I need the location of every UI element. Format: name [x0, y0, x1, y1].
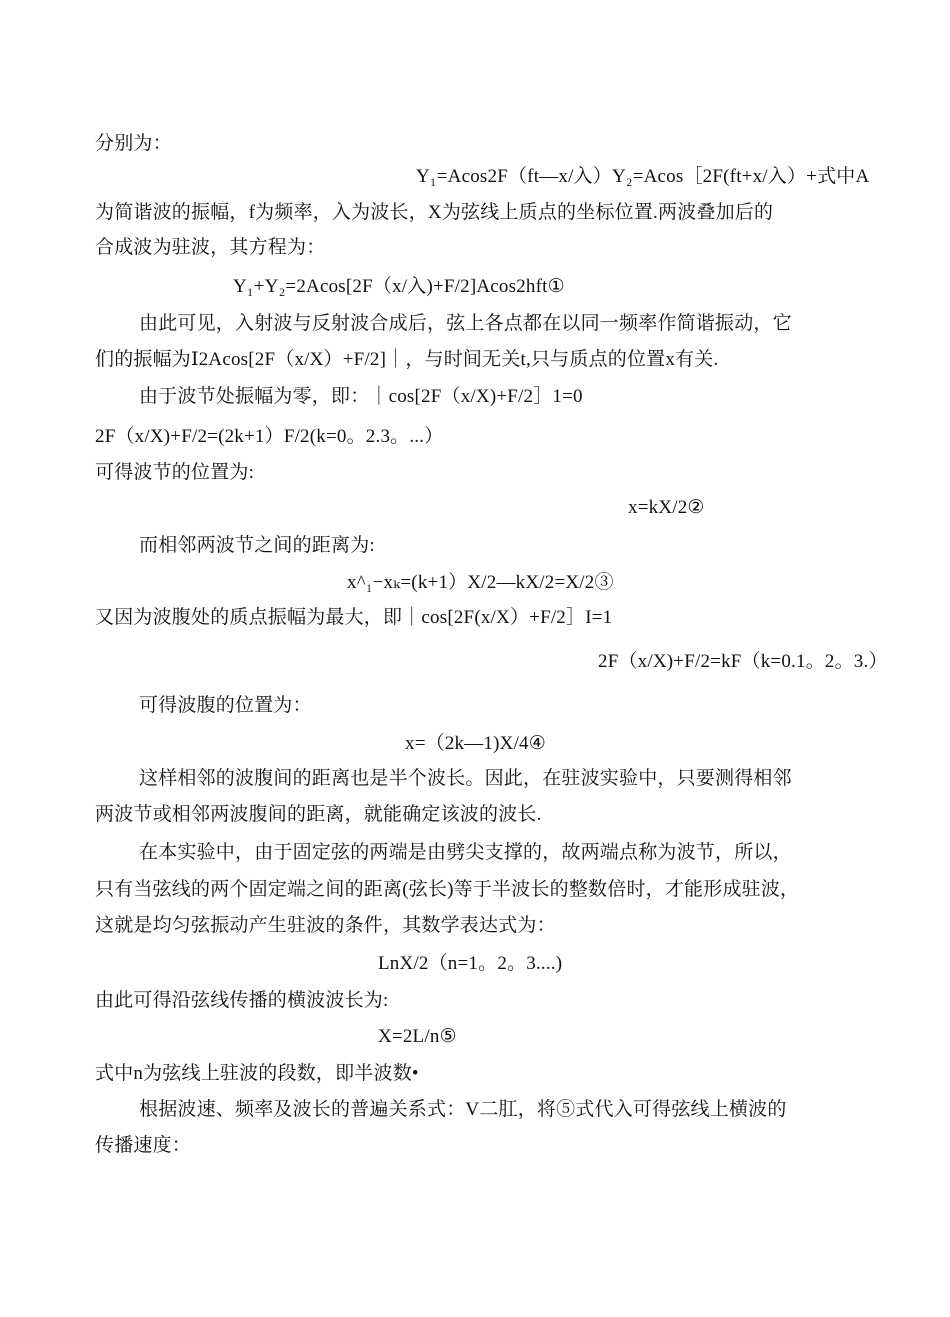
text-line: 而相邻两波节之间的距离为: — [139, 535, 375, 556]
text-line: 这就是均匀弦振动产生驻波的条件，其数学表达式为： — [95, 915, 556, 936]
text-line: 可得波节的位置为: — [95, 462, 255, 483]
text-line: 由于波节处振幅为零，即：｜cos[2F（x/X)+F/2］1=0 — [139, 386, 583, 407]
text-line: 根据波速、频率及波长的普遍关系式：V二肛，将⑤式代入可得弦线上横波的 — [139, 1099, 787, 1120]
equation-standing-wave: Y₁+Y₂=2Acos[2F（x/入)+F/2]Acos2hft① — [233, 276, 565, 297]
text-line: 式中n为弦线上驻波的段数，即半波数• — [95, 1063, 419, 1084]
text-line: 两波节或相邻两波腹间的距离，就能确定该波的波长. — [95, 804, 542, 825]
text-line: 传播速度： — [95, 1135, 192, 1156]
text-line: 又因为波腹处的质点振幅为最大，即｜cos[2F(x/X）+F/2］Ι=1 — [95, 607, 613, 628]
text-line: 分别为： — [95, 133, 172, 154]
text-line: 由此可得沿弦线传播的横波波长为: — [95, 990, 389, 1011]
equation-standing-wave-condition: LnX/2（n=1。2。3....) — [378, 953, 563, 974]
equation-wavelength: X=2L/n⑤ — [378, 1026, 457, 1047]
text-line: 为简谐波的振幅，f为频率，入为波长，X为弦线上质点的坐标位置.两波叠加后的 — [95, 202, 774, 223]
equation-node-distance: x^₁−xₖ=(k+1）X/2—kX/2=X/2③ — [347, 572, 614, 593]
equation-antinode-position: x=（2k—1)X/4④ — [405, 733, 546, 754]
text-line: 在本实验中，由于固定弦的两端是由劈尖支撑的，故两端点称为波节，所以， — [139, 842, 792, 863]
text-line: 这样相邻的波腹间的距离也是半个波长。因此，在驻波实验中，只要测得相邻 — [139, 768, 792, 789]
equation-node-condition: 2F（x/X)+F/2=(2k+1）F/2(k=0。2.3。...） — [95, 426, 444, 447]
equation-node-position: x=kX/2② — [628, 497, 705, 518]
text-line: 只有当弦线的两个固定端之间的距离(弦长)等于半波长的整数倍时，才能形成驻波， — [95, 879, 800, 900]
text-line: 们的振幅为Ⅰ2Acos[2F（x/X）+F/2]｜，与时间无关t,只与质点的位置x有关. — [95, 349, 719, 370]
text-line: 可得波腹的位置为： — [139, 695, 312, 716]
equation-antinode-condition: 2F（x/X)+F/2=kF（k=0.1。2。3.） — [598, 651, 888, 672]
equation-wave-functions: Y₁=Acos2F（ft—x/入）Y₂=Acos［2F(ft+x/入）+式中A — [416, 166, 870, 187]
text-line: 合成波为驻波，其方程为： — [95, 237, 326, 258]
text-line: 由此可见，入射波与反射波合成后，弦上各点都在以同一频率作简谐振动，它 — [139, 313, 792, 334]
